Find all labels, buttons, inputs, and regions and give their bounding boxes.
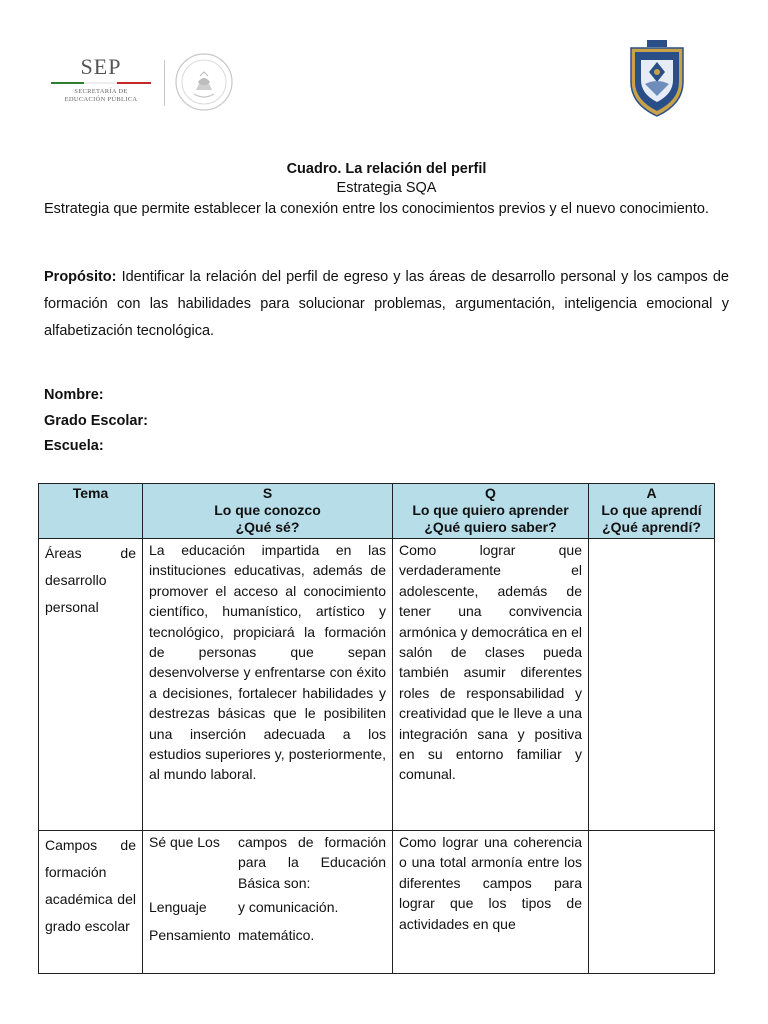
purpose-paragraph — [44, 264, 729, 345]
row1-q-cell: Como lograr que verdaderamente el adolescente, además de tener una convivencia armónica y democrática en el salón de clases pueda también asumir diferentes roles de responsabilidad y creatividad que le lleve a una integración sana y positiva en su entorno familiar y comunal. — [393, 539, 589, 831]
row1-tema-cell: Áreas de desarrollo personal — [39, 539, 143, 831]
header-a-line2: ¿Qué aprendí? — [602, 519, 701, 535]
row2-s-item-1-right: y comunicación. — [238, 899, 339, 916]
header-q-line1: Lo que quiero aprender — [412, 502, 569, 518]
header-q-letter: Q — [485, 485, 496, 501]
header-q-line2: ¿Qué quiero saber? — [424, 519, 557, 535]
grado-escolar-label: Grado Escolar: — [44, 413, 148, 429]
sep-logo-word: SEP — [80, 54, 122, 79]
header-a-letter: A — [646, 485, 657, 501]
row1-s-cell: La educación impartida en las instituciones educativas, además de promover el acceso al conocimiento científico, humanístico, artístico y tecnológico, propiciará la formación de personas que sepan desenvolverse y enfrentarse con éxito a decisiones, fortalecer habilidades y destrezas básicas que le posibiliten una inserción adecuada a los estudios superiores y, posteriormente, al mundo laboral. — [143, 539, 393, 831]
header-s-line2: ¿Qué sé? — [235, 519, 300, 535]
table-row — [39, 539, 715, 831]
header-a — [589, 484, 715, 539]
document-title: Cuadro. La relación del perfil — [286, 161, 487, 177]
row2-tema-cell: Campos de formación académica del grado escolar — [39, 831, 143, 974]
row2-s-item-2 — [149, 921, 386, 949]
row2-s-intro — [149, 832, 386, 893]
sqa-table — [38, 483, 715, 974]
header-tema-label: Tema — [72, 485, 109, 501]
header-a-line1: Lo que aprendí — [601, 502, 702, 518]
row1-a-cell — [589, 539, 715, 831]
header-q — [393, 484, 589, 539]
row2-s-item-2-right: matemático. — [238, 927, 315, 944]
logo-divider — [164, 60, 165, 106]
table-header-row — [39, 484, 715, 539]
unam-shield-icon — [625, 38, 689, 118]
purpose-label: Propósito: — [44, 269, 117, 285]
row2-q-cell: Como lograr una coherencia o una total armonía entre los diferentes campos para lograr que los tipos de actividades en que — [393, 831, 589, 974]
sep-logo-tricolor-line — [51, 82, 151, 84]
row2-s-item-1 — [149, 893, 386, 921]
row2-s-item-2-left: Pensamiento — [149, 927, 231, 944]
escuela-label: Escuela: — [44, 438, 104, 454]
header-s-line1: Lo que conozco — [214, 502, 321, 518]
header-tema — [39, 484, 143, 539]
header-s — [143, 484, 393, 539]
table-row — [39, 831, 715, 974]
row2-s-item-1-left: Lenguaje — [149, 899, 207, 916]
sep-logo-subtitle-1: SECRETARÍA DE — [74, 88, 128, 95]
nombre-label: Nombre: — [44, 387, 104, 403]
mexico-seal-icon — [174, 52, 234, 112]
row2-s-intro-left: Sé que Los — [149, 834, 220, 850]
row2-s-intro-right: campos de formación para la Educación Básica son: — [238, 834, 386, 891]
document-subtitle: Estrategia SQA — [336, 180, 437, 196]
row2-a-cell — [589, 831, 715, 974]
purpose-text: Identificar la relación del perfil de egreso y las áreas de desarrollo personal y los campos de formación con las habilidades para solucionar problemas, argumentación, inteligencia emocional y alfabetización tecnológica. — [44, 269, 729, 339]
row2-s-cell — [143, 831, 393, 974]
page-header — [0, 0, 768, 130]
intro-paragraph: Estrategia que permite establecer la conexión entre los conocimientos previos y el nuevo conocimiento. — [44, 201, 709, 217]
sep-logo-subtitle-2: EDUCACIÓN PÚBLICA — [64, 96, 138, 103]
sep-logo — [46, 56, 156, 112]
header-s-letter: S — [262, 485, 273, 501]
